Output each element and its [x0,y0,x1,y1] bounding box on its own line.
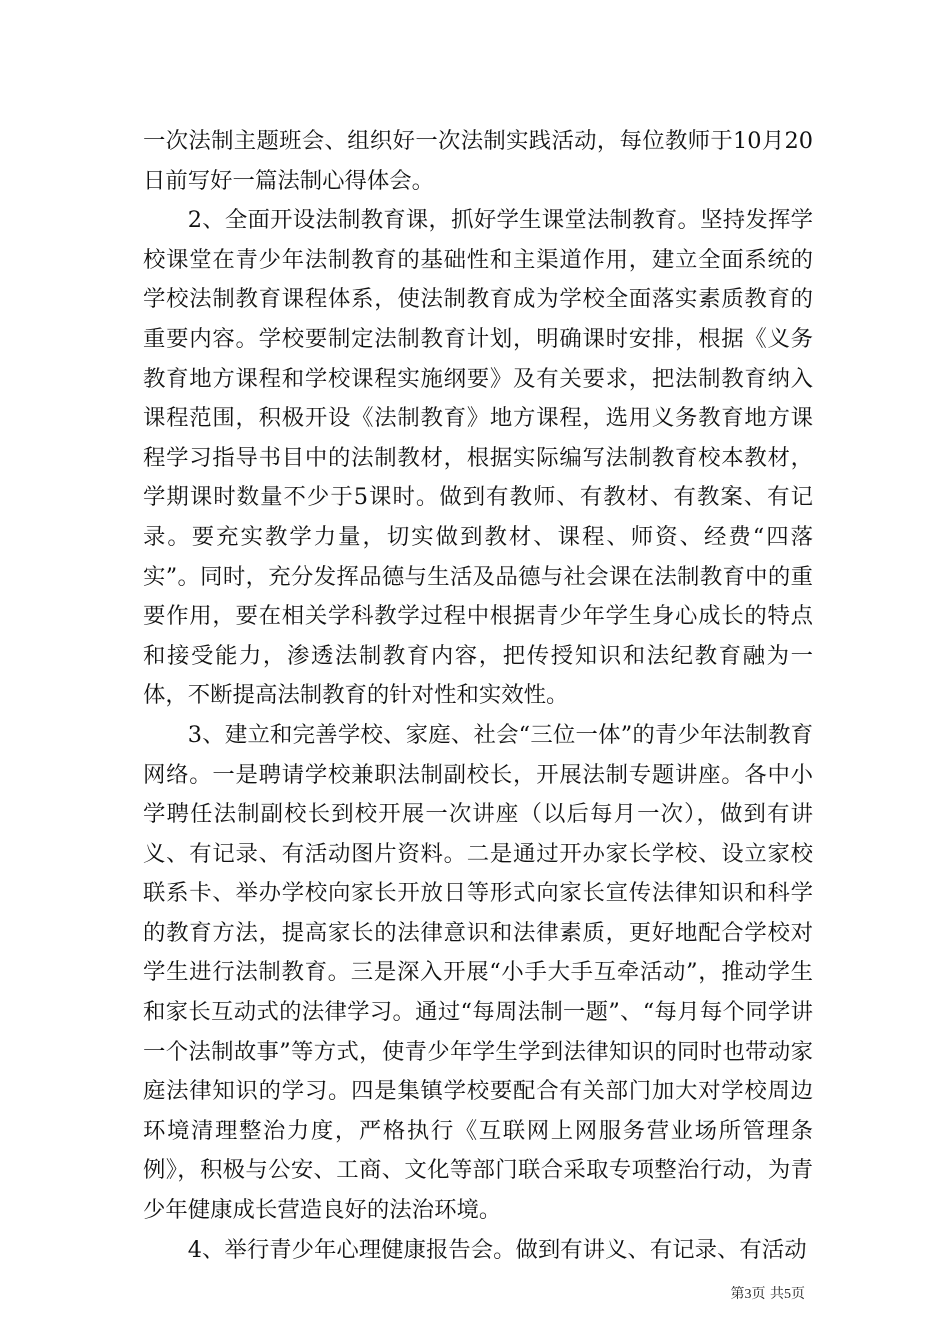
page-number-footer [731,1285,805,1304]
footer-suffix: 页 [791,1286,805,1302]
footer-current-page: 3 [744,1287,752,1302]
document-body [143,122,813,1270]
paragraph-2-legal-course: 2、全面开设法制教育课，抓好学生课堂法制教育。坚持发挥学校课堂在青少年法制教育的基础性和主渠道作用，建立全面系统的学校法制教育课程体系，使法制教育成为学校全面落实素质教育的重要内容。学校要制定法制教育计划，明确课时安排，根据《义务教育地方课程和学校课程实施纲要》及有关要求，把法制教育纳入课程范围，积极开设《法制教育》地方课程，选用义务教育地方课程学习指导书目中的法制教材，根据实际编写法制教育校本教材，学期课时数量不少于5课时。做到有教师、有教材、有教案、有记录。要充实教学力量，切实做到教材、课程、师资、经费“四落实”。同时，充分发挥品德与生活及品德与社会课在法制教育中的重要作用，要在相关学科教学过程中根据青少年学生身心成长的特点和接受能力，渗透法制教育内容，把传授知识和法纪教育融为一体，不断提高法制教育的针对性和实效性。 [143,207,813,709]
paragraph-4-mental-health: 4、举行青少年心理健康报告会。做到有讲义、有记录、有活动 [187,1236,807,1263]
paragraph-1-continuation: 一次法制主题班会、组织好一次法制实践活动，每位教师于10月20日前写好一篇法制心得体会。 [143,128,813,194]
footer-total-pages: 5 [784,1287,791,1302]
footer-prefix: 第 [730,1286,745,1302]
footer-middle: 页 共 [751,1286,784,1302]
paragraph-3-education-network: 3、建立和完善学校、家庭、社会“三位一体”的青少年法制教育网络。一是聘请学校兼职法制副校长，开展法制专题讲座。各中小学聘任法制副校长到校开展一次讲座（以后每月一次），做到有讲义、有记录、有活动图片资料。二是通过开办家长学校、设立家校联系卡、举办学校向家长开放日等形式向家长宣传法律知识和科学的教育方法，提高家长的法律意识和法律素质，更好地配合学校对学生进行法制教育。三是深入开展“小手大手互牵活动”，推动学生和家长互动式的法律学习。通过“每周法制一题”、“每月每个同学讲一个法制故事”等方式，使青少年学生学到法律知识的同时也带动家庭法律知识的学习。四是集镇学校要配合有关部门加大对学校周边环境清理整治力度，严格执行《互联网上网服务营业场所管理条例》，积极与公安、工商、文化等部门联合采取专项整治行动，为青少年健康成长营造良好的法治环境。 [143,721,813,1224]
